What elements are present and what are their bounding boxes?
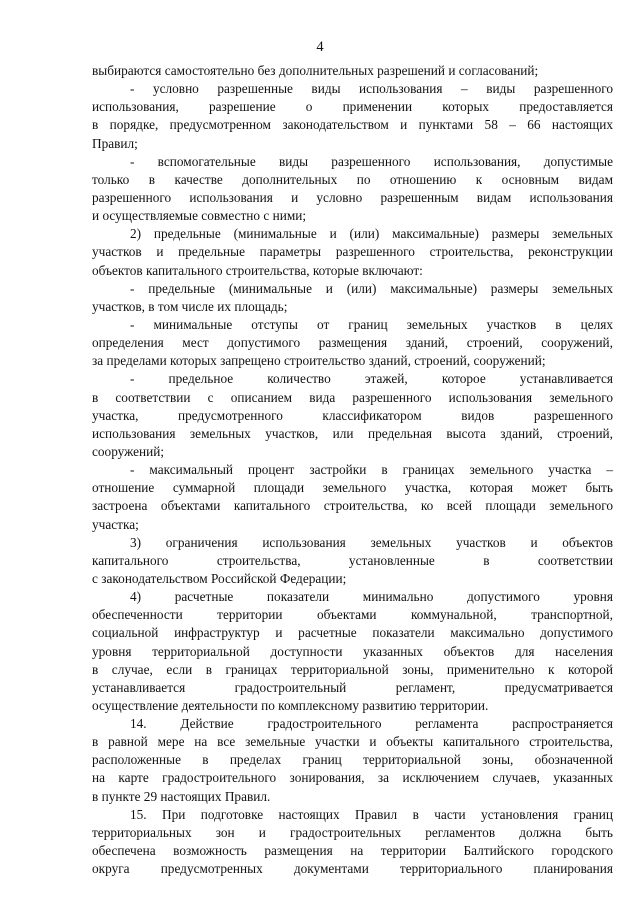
- text-line: 4) расчетные показатели минимально допустимого уровня: [130, 589, 613, 605]
- text-line: обеспеченности территории объектами коммунальной, транспортной,: [92, 607, 613, 623]
- text-line: в равной мере на все земельные участки и объекты капитального строительства,: [92, 734, 613, 750]
- text-line: и осуществляемые совместно с ними;: [92, 208, 307, 224]
- text-line: Правил;: [92, 135, 138, 151]
- text-line: - условно разрешенные виды использования – виды разрешенного: [130, 81, 613, 97]
- text-line: участка, предусмотренного классификатором видов разрешенного: [92, 407, 613, 423]
- text-line: 2) предельные (минимальные и (или) максимальные) размеры земельных: [130, 226, 613, 242]
- text-line: использования земельных участков, или предельная высота зданий, строений,: [92, 425, 613, 441]
- text-line: 3) ограничения использования земельных участков и объектов: [130, 534, 613, 550]
- text-line: только в качестве дополнительных по отношению к основным видам: [92, 171, 613, 187]
- text-line: - минимальные отступы от границ земельных участков в целях: [130, 316, 613, 332]
- text-line: - предельное количество этажей, которое устанавливается: [130, 371, 613, 387]
- text-line: с законодательством Российской Федерации;: [92, 570, 347, 586]
- text-line: объектов капитального строительства, которые включают:: [92, 262, 423, 278]
- text-line: определения мест допустимого размещения зданий, строений, сооружений,: [92, 335, 613, 351]
- text-line: застроена объектами капитального строительства, ко всей площади земельного: [92, 498, 613, 514]
- text-line: устанавливается градостроительный регламент, предусматривается: [92, 679, 613, 695]
- text-line: - предельные (минимальные и (или) максимальные) размеры земельных: [130, 280, 613, 296]
- text-line: расположенные в пределах границ территориальной зоны, обозначенной: [92, 752, 613, 768]
- text-line: округа предусмотренных документами территориального планирования: [92, 861, 613, 877]
- text-line: участков и предельные параметры разрешенного строительства, реконструкции: [92, 244, 613, 260]
- text-line: отношение суммарной площади земельного участка, которая может быть: [92, 480, 613, 496]
- text-line: обеспечена возможность размещения на территории Балтийского городского: [92, 843, 613, 859]
- text-line: за пределами которых запрещено строительство зданий, строений, сооружений;: [92, 353, 546, 369]
- text-line: - вспомогательные виды разрешенного использования, допустимые: [130, 153, 613, 169]
- text-line: 15. При подготовке настоящих Правил в части установления границ: [130, 806, 613, 822]
- text-line: участков, в том числе их площадь;: [92, 298, 288, 314]
- text-line: 14. Действие градостроительного регламента распространяется: [130, 716, 613, 732]
- text-line: выбираются самостоятельно без дополнительных разрешений и согласований;: [92, 63, 539, 78]
- text-line: в пункте 29 настоящих Правил.: [92, 788, 271, 804]
- text-line: на карте градостроительного зонирования, за исключением случаев, указанных: [92, 770, 613, 786]
- text-line: в случае, если в границах территориальной зоны, применительно к которой: [92, 661, 613, 677]
- text-line: участка;: [92, 516, 139, 532]
- document-body: [92, 62, 613, 878]
- text-line: сооружений;: [92, 443, 165, 459]
- text-line: капитального строительства, установленные в соответствии: [92, 552, 613, 568]
- text-line: территориальных зон и градостроительных регламентов должна быть: [92, 824, 613, 840]
- text-line: осуществление деятельности по комплексному развитию территории.: [92, 697, 489, 713]
- text-line: в порядке, предусмотренном законодательством и пунктами 58 – 66 настоящих: [92, 117, 613, 133]
- page-number: 4: [316, 39, 324, 55]
- text-line: социальной инфраструктур и расчетные показатели максимально допустимого: [92, 625, 613, 641]
- text-line: в соответствии с описанием вида разрешенного использования земельного: [92, 389, 613, 405]
- text-line: уровня территориальной доступности указанных объектов для населения: [92, 643, 613, 659]
- text-line: разрешенного использования и условно разрешенным видам использования: [92, 189, 613, 205]
- text-line: использования, разрешение о применении которых предоставляется: [92, 99, 613, 115]
- text-line: - максимальный процент застройки в границах земельного участка –: [130, 462, 613, 478]
